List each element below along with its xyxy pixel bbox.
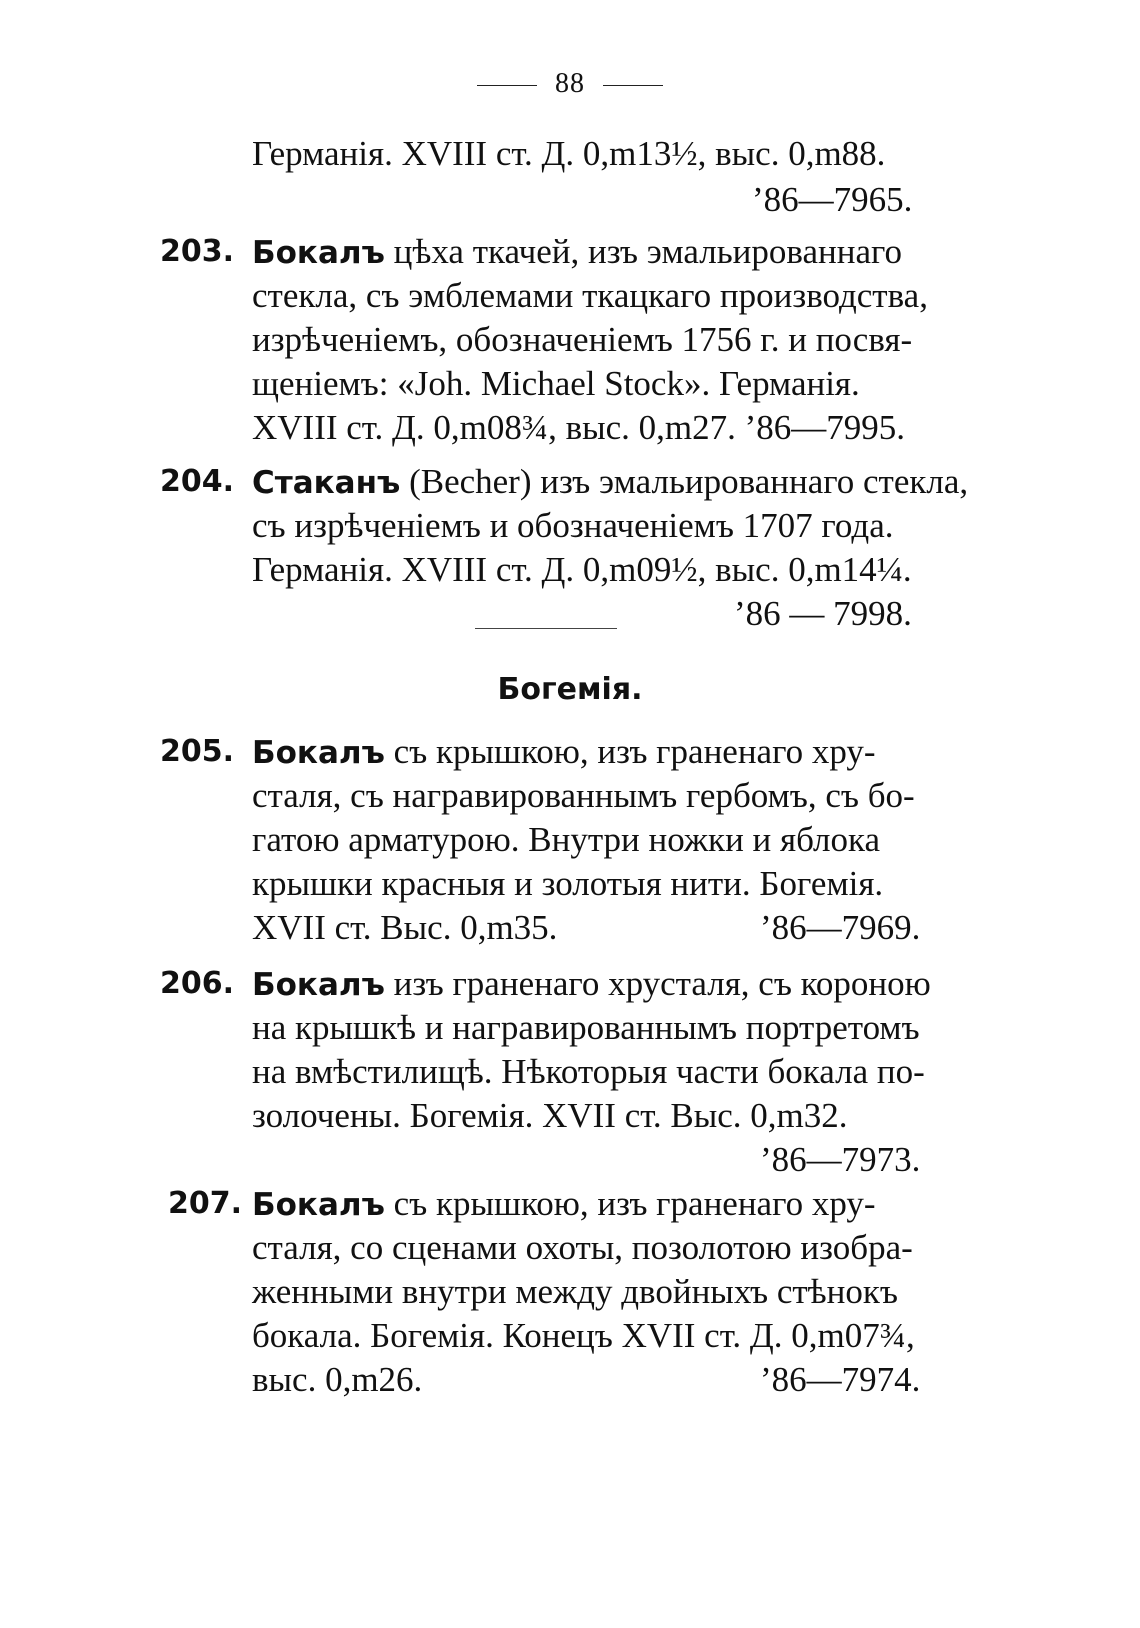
entry-205-line-1-rest: съ крышкою, изъ граненаго хру-: [393, 732, 876, 771]
entry-205-inventory: ’86—7969.: [760, 908, 921, 947]
entry-205-line-3: гатою арматурою. Внутри ножки и яблока: [252, 820, 881, 859]
header-rule-left: [477, 85, 537, 86]
entry-205-line-2: сталя, съ награвированнымъ гербомъ, съ бо-: [252, 776, 915, 815]
entry-205-line-4: крышки красныя и золотыя нити. Богемія.: [252, 864, 884, 903]
entry-206-line-1-rest: изъ граненаго хрусталя, съ короною: [393, 964, 931, 1003]
entry-207-title: Бокалъ: [252, 1187, 385, 1223]
entry-number-207: 207.: [168, 1186, 243, 1221]
entry-203-line-1-rest: цѣха ткачей, изъ эмальированнаго: [393, 232, 902, 271]
entry-205-title: Бокалъ: [252, 735, 385, 771]
entry-207-line-5: выс. 0,m26.: [252, 1360, 423, 1399]
entry-206-inventory: ’86—7973.: [760, 1140, 921, 1179]
entry-204-line-2: съ изрѣченіемъ и обозначеніемъ 1707 года.: [252, 506, 894, 545]
entry-206-line-1: [252, 962, 931, 1007]
entry-203-title: Бокалъ: [252, 235, 385, 271]
entry-203-line-1: [252, 230, 902, 275]
entry-207-inventory: ’86—7974.: [760, 1360, 921, 1399]
page-header: [0, 68, 1140, 100]
entry-207-line-1-rest: съ крышкою, изъ граненаго хру-: [393, 1184, 876, 1223]
entry-206-line-3: на вмѣстилищѣ. Нѣкоторыя части бокала по-: [252, 1052, 925, 1091]
page-number: 88: [555, 68, 585, 99]
entry-203-line-5: XVIII ст. Д. 0,m08¾, выс. 0,m27. ’86—7995.: [252, 408, 906, 447]
entry-207-line-4: бокала. Богемія. Конецъ XVII ст. Д. 0,m07¾,: [252, 1316, 915, 1355]
entry-number-204: 204.: [160, 464, 235, 499]
header-rule-right: [603, 85, 663, 86]
entry-207-line-2: сталя, со сценами охоты, позолотою изобра-: [252, 1228, 913, 1267]
entry-number-205: 205.: [160, 734, 235, 769]
entry-205-line-5: XVII ст. Выс. 0,m35.: [252, 908, 558, 947]
entry-205-line-1: [252, 730, 876, 775]
entry-203-line-4: щеніемъ: «Joh. Michael Stock». Германія.: [252, 364, 860, 403]
entry-206-line-2: на крышкѣ и награвированнымъ портретомъ: [252, 1008, 920, 1047]
entry-204-title: Стаканъ: [252, 465, 401, 501]
entry-203-line-3: изрѣченіемъ, обозначеніемъ 1756 г. и посвя-: [252, 320, 913, 359]
entry-204-line-3: Германія. XVIII ст. Д. 0,m09½, выс. 0,m14¼.: [252, 550, 912, 589]
section-title: Богемія.: [497, 672, 643, 707]
continuation-line: Германія. XVIII ст. Д. 0,m13½, выс. 0,m88.: [252, 134, 886, 173]
section-divider: [475, 628, 617, 629]
entry-204-line-1: [252, 460, 968, 505]
entry-204-inventory: ’86 — 7998.: [734, 594, 912, 633]
entry-204-line-1-rest: (Becher) изъ эмальированнаго стекла,: [409, 462, 969, 501]
entry-206-title: Бокалъ: [252, 967, 385, 1003]
entry-203-line-2: стекла, съ эмблемами ткацкаго производства,: [252, 276, 928, 315]
entry-number-203: 203.: [160, 234, 235, 269]
entry-206-line-4: золочены. Богемія. XVII ст. Выс. 0,m32.: [252, 1096, 848, 1135]
continuation-inventory: ’86—7965.: [752, 180, 913, 219]
entry-207-line-1: [252, 1182, 876, 1227]
entry-number-206: 206.: [160, 966, 235, 1001]
entry-207-line-3: женными внутри между двойныхъ стѣнокъ: [252, 1272, 898, 1311]
